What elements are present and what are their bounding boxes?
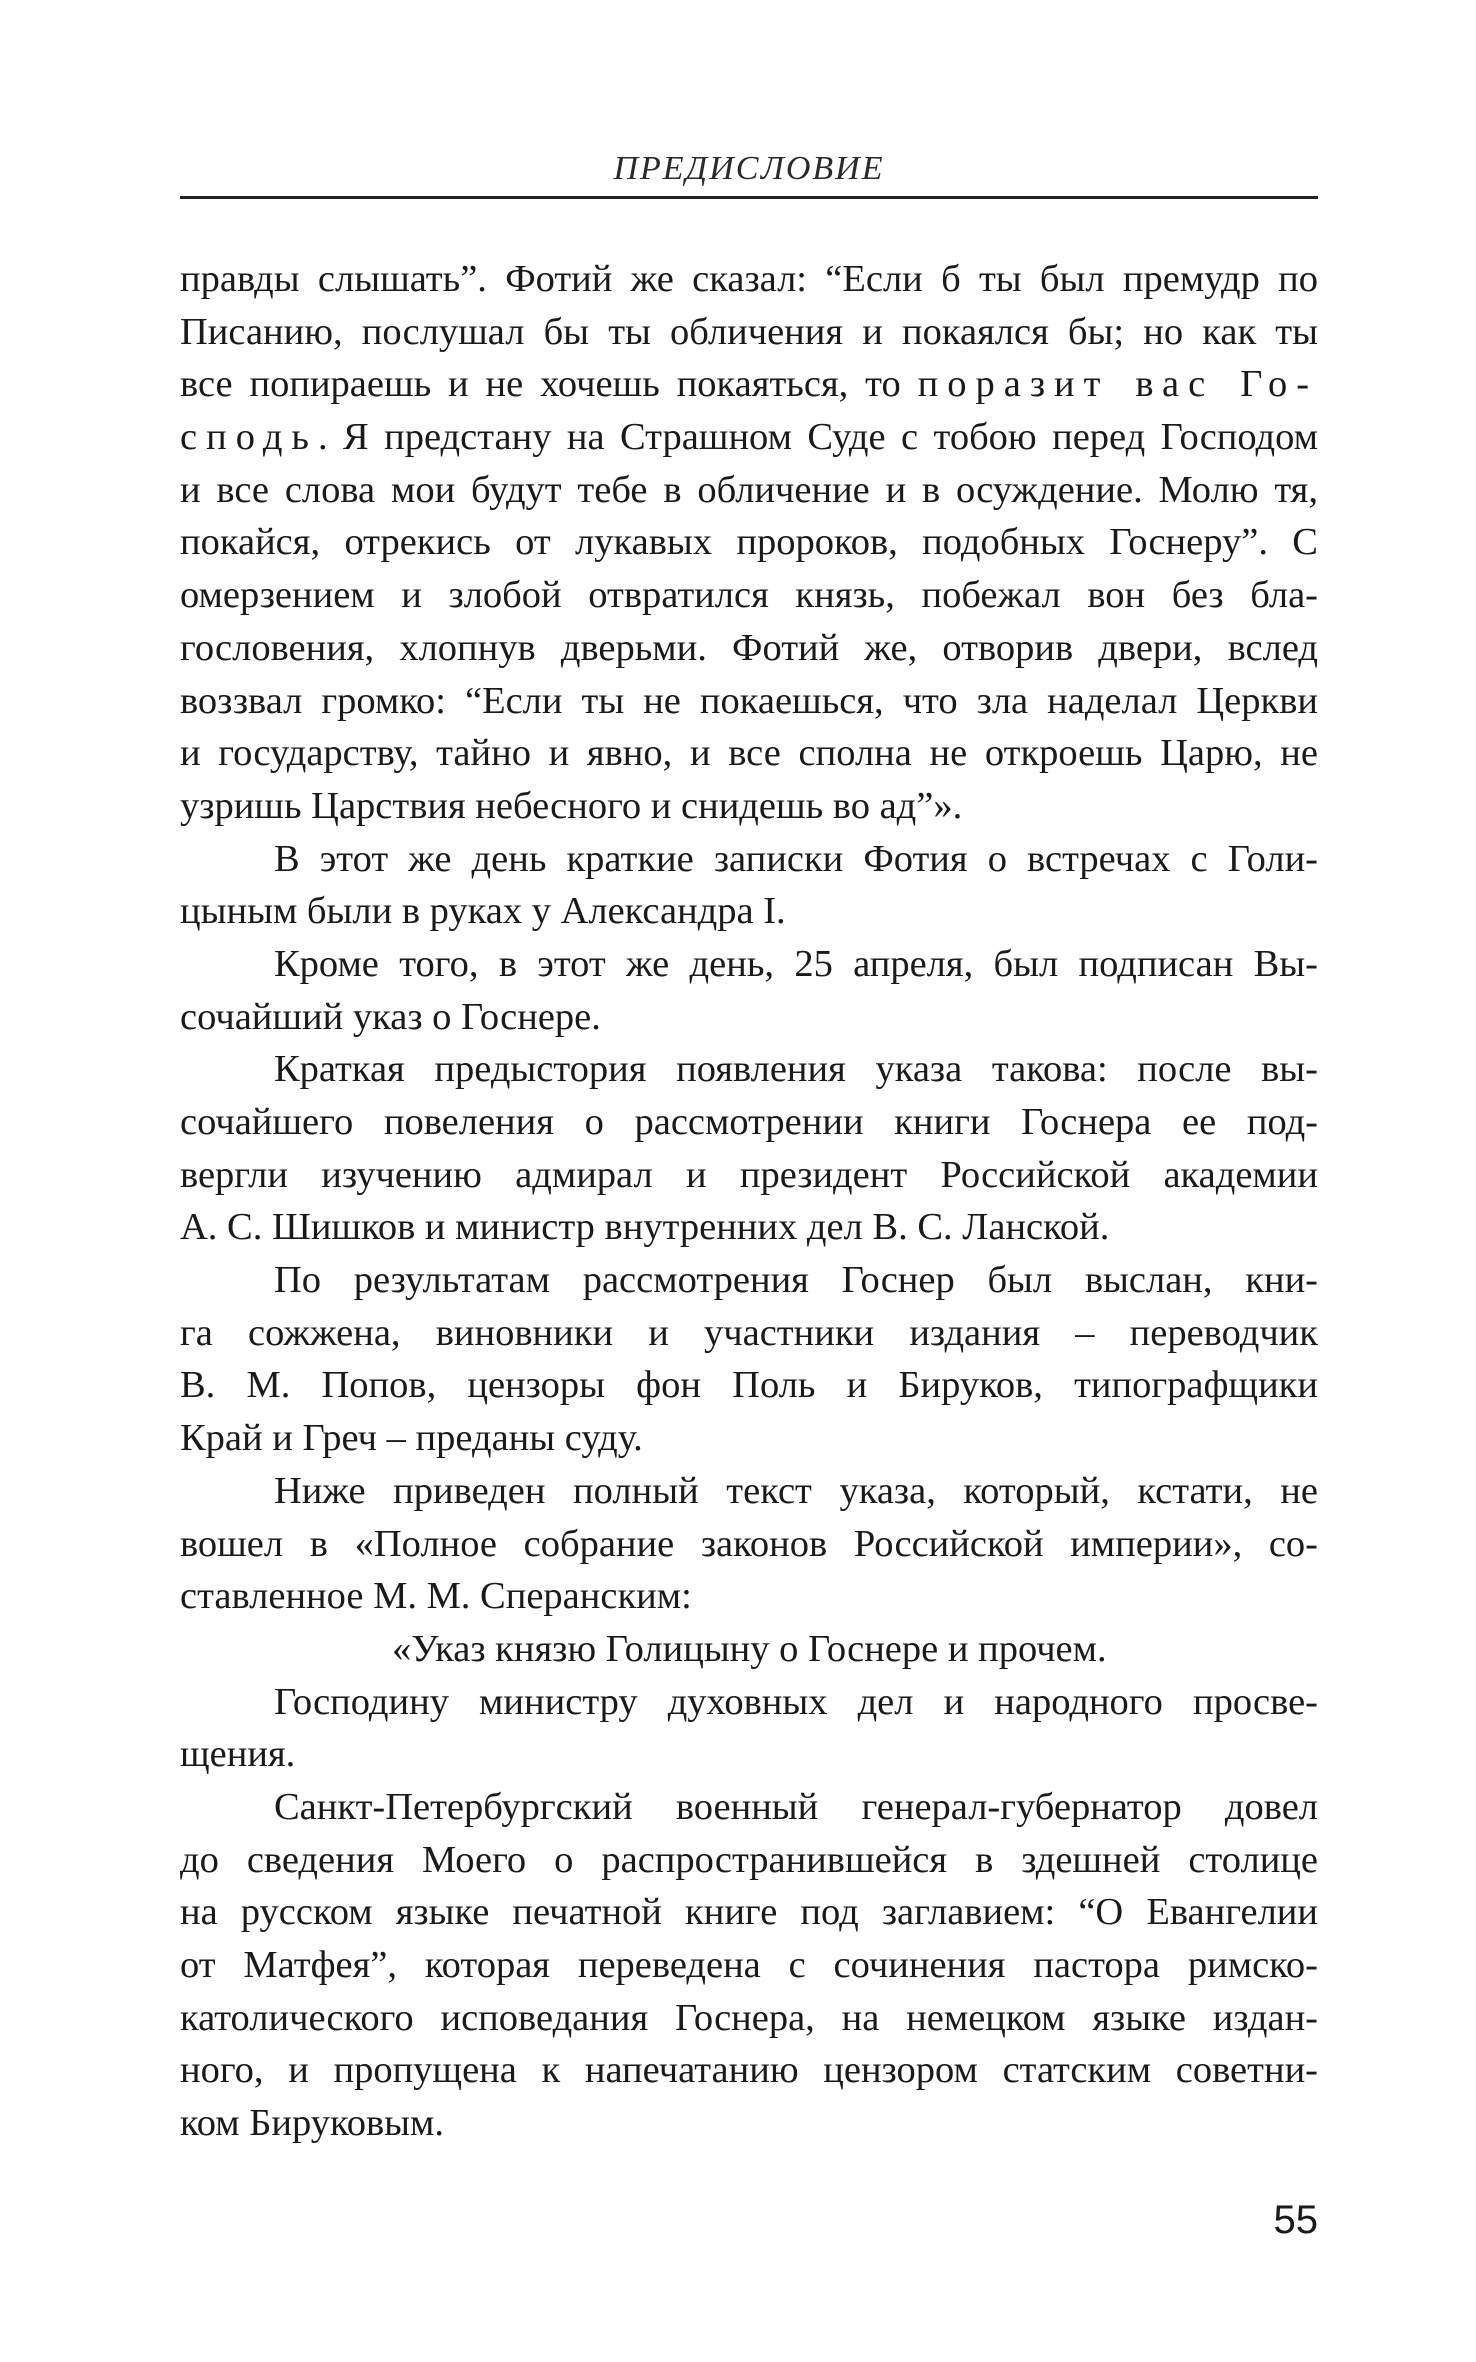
emphasis-text: поразит вас Го-: [917, 363, 1319, 406]
text-line: ного, и пропущена к напечатанию цензором статским советни-: [180, 2049, 1318, 2092]
header-rule: [180, 196, 1318, 199]
page-number: 55: [1273, 2198, 1318, 2242]
text-line: покайся, отрекись от лукавых пророков, подобных Госнеру”. С: [180, 521, 1318, 564]
text-line: сочайшего повеления о рассмотрении книги Госнера ее под-: [180, 1101, 1318, 1143]
text-fragment: все попираешь и не хочешь покаяться, то: [180, 363, 901, 406]
text-fragment: . Я предстану на Страшном Суде с тобою перед Господом: [317, 416, 1318, 459]
text-line: [180, 411, 1318, 464]
text-line: Кроме того, в этот же день, 25 апреля, был подписан Вы-: [274, 942, 1318, 985]
text-line: Санкт-Петербургский военный генерал-губернатор довел: [274, 1785, 1318, 1828]
text-line: цыным были в руках у Александра I.: [180, 890, 786, 933]
text-line: и все слова мои будут тебе в обличение и в осуждение. Молю тя,: [180, 468, 1318, 511]
text-line: щения.: [180, 1733, 296, 1776]
text-line: В этот же день краткие записки Фотия о встречах с Голи-: [274, 837, 1318, 880]
text-line: до сведения Моего о распространившейся в здешней столице: [180, 1838, 1318, 1881]
text-line: воззвал громко: “Если ты не покаешься, что зла наделал Церкви: [180, 679, 1318, 722]
text-line: ком Бируковым.: [180, 2102, 444, 2145]
text-line: католического исповедания Госнера, на немецком языке издан-: [180, 1996, 1318, 2039]
text-line: га сожжена, виновники и участники издания – переводчик: [180, 1311, 1318, 1354]
page-body: [180, 253, 1318, 2150]
text-line: Господину министру духовных дел и народного просве-: [274, 1680, 1318, 1723]
text-line: узришь Царствия небесного и снидешь во ад”».: [180, 784, 963, 827]
text-line: гословения, хлопнув дверьми. Фотий же, отворив двери, вслед: [180, 626, 1318, 669]
text-line: «Указ князю Голицыну о Госнере и прочем.: [392, 1627, 1107, 1670]
text-line: В. М. Попов, цензоры фон Поль и Бируков, типографщики: [180, 1364, 1318, 1407]
text-line: от Матфея”, которая переведена с сочинения пастора римско-: [180, 1944, 1318, 1986]
text-line: Ниже приведен полный текст указа, который, кстати, не: [274, 1469, 1318, 1512]
text-line: вошел в «Полное собрание законов Российской империи», со-: [180, 1522, 1318, 1565]
text-line: и государству, тайно и явно, и все сполна не откроешь Царю, не: [180, 732, 1318, 775]
emphasis-text: сподь: [180, 416, 318, 459]
text-line: вергли изучению адмирал и президент Российской академии: [180, 1153, 1318, 1196]
text-line: Писанию, послушал бы ты обличения и покаялся бы; но как ты: [180, 310, 1318, 353]
text-line: Краткая предыстория появления указа такова: после вы-: [274, 1048, 1318, 1091]
text-line: А. С. Шишков и министр внутренних дел В. С. Ланской.: [180, 1206, 1110, 1249]
text-line: ставленное М. М. Сперанским:: [180, 1575, 692, 1618]
text-line: [180, 358, 1318, 411]
text-line: на русском языке печатной книге под заглавием: “О Евангелии: [180, 1891, 1318, 1934]
text-line: правды слышать”. Фотий же сказал: “Если б ты был премудр по: [180, 258, 1318, 300]
text-line: Край и Греч – преданы суду.: [180, 1417, 643, 1460]
text-line: По результатам рассмотрения Госнер был выслан, кни-: [274, 1259, 1318, 1302]
running-header: ПРЕДИСЛОВИЕ: [613, 150, 885, 187]
text-line: сочайший указ о Госнере.: [180, 995, 601, 1038]
text-line: омерзением и злобой отвратился князь, побежал вон без бла-: [180, 574, 1318, 617]
